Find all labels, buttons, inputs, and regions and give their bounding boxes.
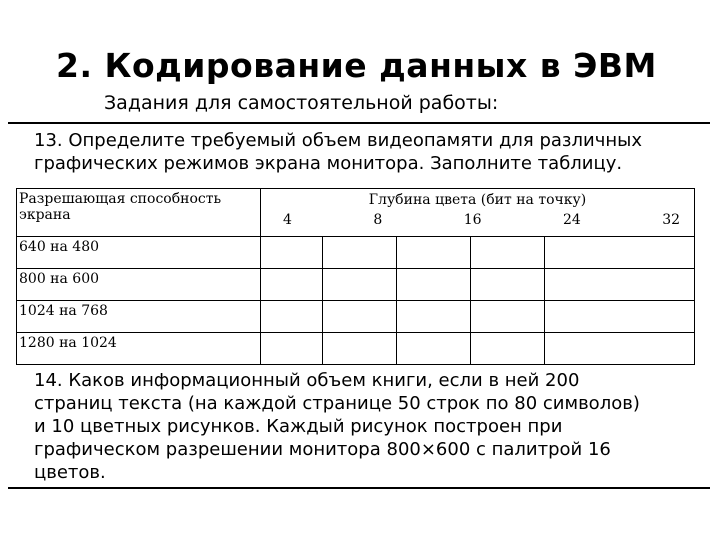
table-cell xyxy=(397,237,471,269)
slide-subtitle: Задания для самостоятельной работы: xyxy=(104,92,499,114)
table-cell xyxy=(261,333,323,365)
table-cell xyxy=(471,237,545,269)
table-cell xyxy=(261,269,323,301)
table-cell xyxy=(545,237,695,269)
row-label-cell xyxy=(17,237,261,269)
table-row xyxy=(17,333,695,365)
depth-value: 8 xyxy=(373,212,383,228)
task-13-line: 13. Определите требуемый объем видеопамяти для различных xyxy=(34,130,642,151)
table-row xyxy=(17,237,695,269)
table-cell xyxy=(471,301,545,333)
row-label-cell xyxy=(17,301,261,333)
task-14-line: и 10 цветных рисунков. Каждый рисунок построен при xyxy=(34,416,563,437)
table-cell xyxy=(323,301,397,333)
depth-value: 32 xyxy=(662,212,681,228)
table-cell xyxy=(397,333,471,365)
table-cell xyxy=(323,333,397,365)
task-14-line: графическом разрешении монитора 800×600 с палитрой 16 xyxy=(34,439,611,460)
task-14-line: 14. Каков информационный объем книги, если в ней 200 xyxy=(34,370,580,391)
depth-values xyxy=(263,209,692,229)
resolution-header-cell xyxy=(17,189,261,237)
table-cell xyxy=(471,333,545,365)
table-cell xyxy=(471,269,545,301)
video-memory-table xyxy=(16,188,695,365)
depth-header: Глубина цвета (бит на точку) xyxy=(368,192,587,208)
table-cell xyxy=(323,269,397,301)
slide-title: 2. Кодирование данных в ЭВМ xyxy=(56,46,657,85)
table-cell xyxy=(261,301,323,333)
depth-value: 16 xyxy=(463,212,482,228)
depth-value: 24 xyxy=(562,212,581,228)
task-14-text xyxy=(34,369,704,484)
table-header-row xyxy=(17,189,695,237)
bottom-divider xyxy=(8,487,710,489)
depth-value: 4 xyxy=(283,212,292,228)
table-cell xyxy=(397,269,471,301)
table-cell xyxy=(261,237,323,269)
resolution-header: Разрешающая способность экрана xyxy=(19,191,222,223)
row-label: 1024 на 768 xyxy=(19,303,108,319)
task-13-text xyxy=(34,129,704,175)
row-label-cell xyxy=(17,269,261,301)
row-label: 1280 на 1024 xyxy=(19,335,117,351)
table-cell xyxy=(545,301,695,333)
task-14-line: страниц текста (на каждой странице 50 строк по 80 символов) xyxy=(34,393,640,414)
row-label: 800 на 600 xyxy=(19,271,100,287)
depth-header-cell xyxy=(261,189,695,237)
row-label-cell xyxy=(17,333,261,365)
task-14-line: цветов. xyxy=(34,462,106,483)
top-divider xyxy=(8,122,710,124)
table-cell xyxy=(545,269,695,301)
row-label: 640 на 480 xyxy=(19,239,100,255)
table-cell xyxy=(397,301,471,333)
table-cell xyxy=(545,333,695,365)
task-13-line: графических режимов экрана монитора. Заполните таблицу. xyxy=(34,153,623,174)
table-row xyxy=(17,301,695,333)
table-row xyxy=(17,269,695,301)
table-cell xyxy=(323,237,397,269)
